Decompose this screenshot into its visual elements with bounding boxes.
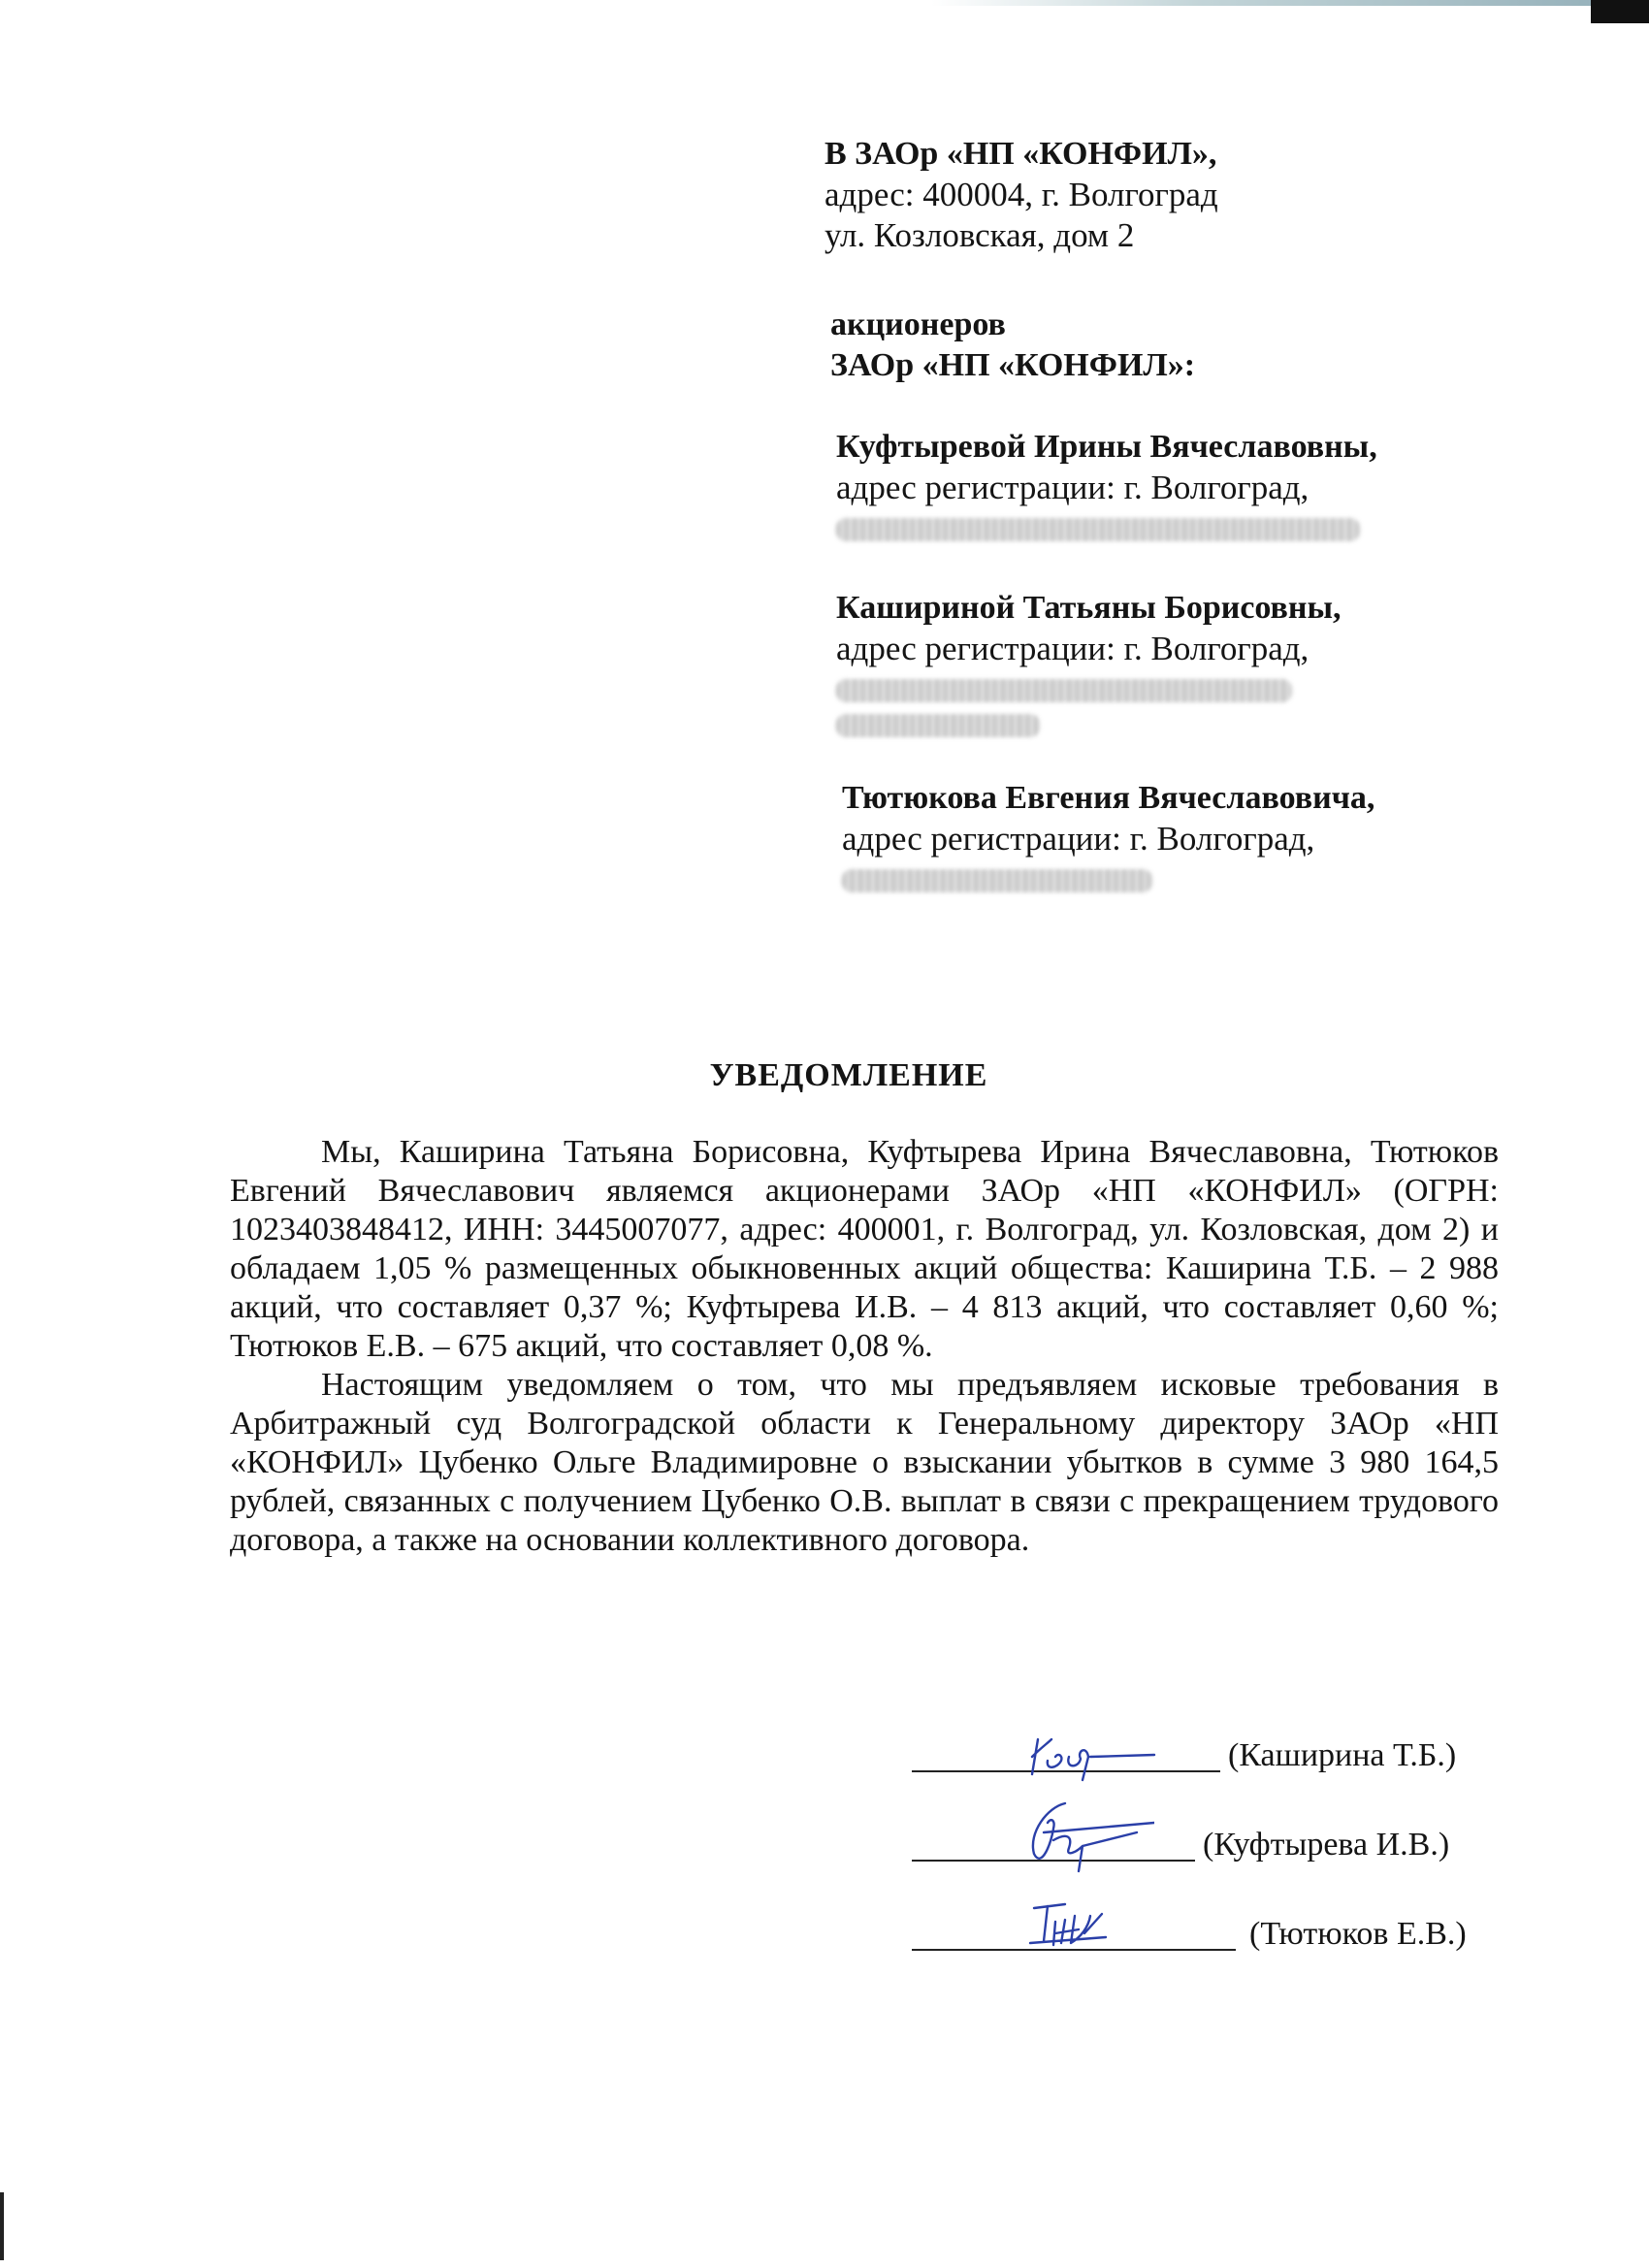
shareholder-name: Тютюкова Евгения Вячеславовича, [842, 780, 1375, 816]
shareholder-address: адрес регистрации: г. Волгоград, [836, 630, 1310, 667]
signature-row [912, 1821, 1552, 1910]
shareholder-address: адрес регистрации: г. Волгоград, [836, 469, 1310, 506]
scan-edge-left [0, 2192, 4, 2260]
address-block [824, 134, 1542, 894]
signature-block [912, 1732, 1552, 1999]
recipient-org: В ЗАОр «НП «КОНФИЛ», [824, 136, 1217, 172]
handwritten-signature [1009, 1794, 1154, 1875]
signature-row [912, 1910, 1552, 1999]
scan-edge-top [931, 0, 1591, 6]
scan-edge-corner [1591, 0, 1649, 23]
from-label: акционеров [830, 307, 1006, 342]
signature-row [912, 1732, 1552, 1821]
redacted-address [836, 710, 1542, 739]
document-body [230, 1133, 1499, 1560]
signer-name: (Куфтырева И.В.) [1203, 1827, 1450, 1863]
signer-name: (Каширина Т.Б.) [1228, 1737, 1457, 1773]
redacted-address [836, 514, 1542, 543]
paragraph: Настоящим уведомляем о том, что мы предъявляем исковые требования в Арбитражный суд Волгоградской области к Генеральному директору ЗАОр «НП «КОНФИЛ» Цубенко Ольге Владимировне о взыскании убытков в сумме 3 980 164,5 рублей, связанных с получением Цубенко О.В. выплат в связи с прекращением трудового договора, а также на основании коллективного договора. [230, 1367, 1499, 1558]
from-org: ЗАОр «НП «КОНФИЛ»: [830, 347, 1196, 383]
handwritten-signature [1018, 1718, 1164, 1786]
shareholder-name: Кашириной Татьяны Борисовны, [836, 590, 1342, 626]
shareholder-name: Куфтыревой Ирины Вячеславовны, [836, 429, 1377, 465]
handwritten-signature [1026, 1895, 1114, 1957]
redacted-address [836, 675, 1542, 704]
paragraph: Мы, Каширина Татьяна Борисовна, Куфтырева Ирина Вячеславовна, Тютюков Евгений Вячеславович являемся акционерами ЗАОр «НП «КОНФИЛ» (ОГРН: 1023403848412, ИНН: 3445007077, адрес: 400001, г. Волгоград, ул. Козловская, дом 2) и обладаем 1,05 % размещенных обыкновенных акций общества: Каширина Т.Б. – 2 988 акций, что составляет 0,37 %; Куфтырева И.В. – 4 813 акций, что составляет 0,60 %; Тютюков Е.В. – 675 акций, что составляет 0,08 %. [230, 1134, 1499, 1364]
recipient-address-line1: адрес: 400004, г. Волгоград [824, 176, 1218, 213]
shareholder-1 [836, 427, 1542, 543]
recipient-address-line2: ул. Козловская, дом 2 [824, 216, 1135, 254]
shareholder-3 [842, 778, 1542, 894]
redacted-address [842, 865, 1542, 894]
document-title: УВЕДОМЛЕНИЕ [709, 1057, 988, 1093]
signer-name: (Тютюков Е.В.) [1249, 1916, 1467, 1952]
shareholder-address: адрес регистрации: г. Волгоград, [842, 820, 1315, 858]
shareholder-2 [836, 588, 1542, 739]
